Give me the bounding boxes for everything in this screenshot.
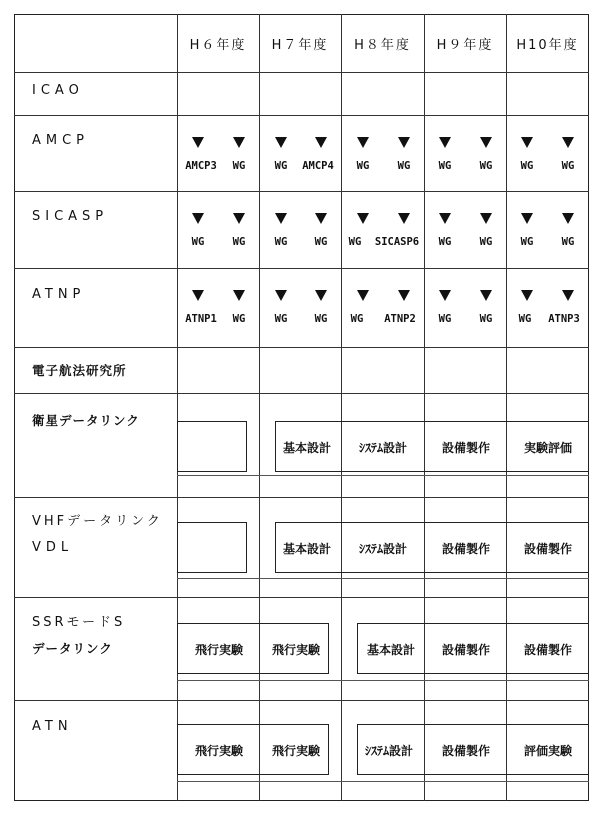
row-label-icao: ICAO bbox=[32, 83, 84, 98]
row-label-vhf-datalink: VHFデータリンク bbox=[32, 514, 163, 529]
milestone-triangle-icon bbox=[480, 290, 492, 301]
col-divider bbox=[177, 14, 178, 801]
year-header: H６年度 bbox=[189, 37, 247, 53]
header-divider bbox=[14, 72, 589, 73]
milestone-triangle-icon bbox=[562, 290, 574, 301]
row-label-enri: 電子航法研究所 bbox=[32, 363, 127, 378]
milestone-label: WG bbox=[232, 160, 246, 172]
task-label: 設備製作 bbox=[523, 542, 573, 556]
milestone-triangle-icon bbox=[521, 290, 533, 301]
milestone-label: WG bbox=[520, 160, 534, 172]
milestone-label: AMCP4 bbox=[302, 160, 334, 172]
row-divider bbox=[14, 268, 589, 269]
year-header: H７年度 bbox=[271, 37, 329, 53]
row-label-amcp: AMCP bbox=[32, 133, 90, 148]
sub-line bbox=[177, 578, 589, 579]
milestone-label: WG bbox=[561, 236, 575, 248]
milestone-label: WG bbox=[232, 313, 246, 325]
milestone-label: SICASP6 bbox=[374, 236, 420, 248]
task-label: 基本設計 bbox=[282, 441, 332, 455]
task-label: ｼｽﾃﾑ設計 bbox=[364, 744, 414, 758]
milestone-triangle-icon bbox=[398, 213, 410, 224]
milestone-label: WG bbox=[274, 236, 288, 248]
milestone-label: WG bbox=[479, 236, 493, 248]
row-divider bbox=[14, 597, 589, 598]
year-header: H８年度 bbox=[354, 37, 411, 53]
col-divider bbox=[341, 14, 342, 801]
task-label: 飛行実験 bbox=[271, 744, 321, 758]
task-label: 評価実験 bbox=[523, 744, 573, 758]
milestone-triangle-icon bbox=[357, 137, 369, 148]
year-header: H９年度 bbox=[436, 37, 494, 53]
milestone-label: WG bbox=[479, 313, 493, 325]
milestone-triangle-icon bbox=[275, 137, 287, 148]
task-label: 設備製作 bbox=[441, 441, 491, 455]
task-label: 設備製作 bbox=[441, 542, 491, 556]
sub-line bbox=[177, 680, 589, 681]
schedule-bar bbox=[177, 421, 247, 472]
milestone-triangle-icon bbox=[233, 290, 245, 301]
milestone-label: WG bbox=[518, 313, 532, 325]
milestone-label: WG bbox=[438, 313, 452, 325]
task-label: 設備製作 bbox=[523, 643, 573, 657]
milestone-triangle-icon bbox=[275, 290, 287, 301]
task-label: 基本設計 bbox=[366, 643, 416, 657]
milestone-label: WG bbox=[232, 236, 246, 248]
row-label-atnp: ATNP bbox=[32, 287, 86, 302]
row-divider bbox=[14, 700, 589, 701]
task-label: ｼｽﾃﾑ設計 bbox=[358, 441, 408, 455]
row-divider bbox=[14, 347, 589, 348]
milestone-label: WG bbox=[274, 160, 288, 172]
row-divider bbox=[14, 115, 589, 116]
task-label: 基本設計 bbox=[282, 542, 332, 556]
milestone-label: WG bbox=[479, 160, 493, 172]
milestone-label: WG bbox=[274, 313, 288, 325]
milestone-triangle-icon bbox=[192, 137, 204, 148]
col-divider bbox=[424, 14, 425, 801]
milestone-triangle-icon bbox=[233, 137, 245, 148]
milestone-triangle-icon bbox=[480, 213, 492, 224]
schedule-bar bbox=[177, 522, 247, 573]
milestone-label: ATNP2 bbox=[384, 313, 416, 325]
milestone-label: ATNP1 bbox=[185, 313, 217, 325]
milestone-triangle-icon bbox=[439, 137, 451, 148]
milestone-triangle-icon bbox=[521, 137, 533, 148]
milestone-triangle-icon bbox=[562, 213, 574, 224]
row-divider bbox=[14, 497, 589, 498]
milestone-triangle-icon bbox=[192, 213, 204, 224]
row-label-ssr-mode-s: SSRモードS bbox=[32, 615, 126, 630]
milestone-label: WG bbox=[438, 160, 452, 172]
row-divider bbox=[14, 191, 589, 192]
milestone-label: WG bbox=[191, 236, 205, 248]
row-label-vdl: VDL bbox=[32, 540, 74, 555]
milestone-triangle-icon bbox=[562, 137, 574, 148]
task-label: 設備製作 bbox=[441, 744, 491, 758]
milestone-triangle-icon bbox=[315, 137, 327, 148]
milestone-triangle-icon bbox=[480, 137, 492, 148]
col-divider bbox=[506, 14, 507, 801]
milestone-label: WG bbox=[350, 313, 364, 325]
row-label-ssr-datalink: データリンク bbox=[32, 641, 113, 656]
task-label: 設備製作 bbox=[441, 643, 491, 657]
row-label-satellite-datalink: 衛星データリンク bbox=[32, 413, 140, 428]
milestone-triangle-icon bbox=[439, 213, 451, 224]
milestone-triangle-icon bbox=[398, 137, 410, 148]
milestone-triangle-icon bbox=[357, 290, 369, 301]
row-divider bbox=[14, 393, 589, 394]
milestone-label: AMCP3 bbox=[185, 160, 217, 172]
task-label: ｼｽﾃﾑ設計 bbox=[358, 542, 408, 556]
sub-line bbox=[177, 781, 589, 782]
milestone-triangle-icon bbox=[275, 213, 287, 224]
milestone-label: WG bbox=[356, 160, 370, 172]
milestone-label: WG bbox=[397, 160, 411, 172]
row-label-atn: ATN bbox=[32, 719, 73, 734]
milestone-triangle-icon bbox=[439, 290, 451, 301]
milestone-triangle-icon bbox=[315, 290, 327, 301]
milestone-triangle-icon bbox=[315, 213, 327, 224]
milestone-label: WG bbox=[561, 160, 575, 172]
col-divider bbox=[259, 14, 260, 801]
milestone-label: WG bbox=[348, 236, 362, 248]
milestone-triangle-icon bbox=[357, 213, 369, 224]
year-header: H10年度 bbox=[516, 37, 579, 53]
sub-line bbox=[177, 475, 589, 476]
milestone-triangle-icon bbox=[521, 213, 533, 224]
milestone-label: WG bbox=[438, 236, 452, 248]
milestone-triangle-icon bbox=[398, 290, 410, 301]
milestone-label: WG bbox=[314, 236, 328, 248]
milestone-triangle-icon bbox=[192, 290, 204, 301]
row-label-sicasp: SICASP bbox=[32, 209, 109, 224]
milestone-label: WG bbox=[520, 236, 534, 248]
task-label: 飛行実験 bbox=[194, 744, 244, 758]
task-label: 飛行実験 bbox=[194, 643, 244, 657]
task-label: 実験評価 bbox=[523, 441, 573, 455]
milestone-triangle-icon bbox=[233, 213, 245, 224]
task-label: 飛行実験 bbox=[271, 643, 321, 657]
milestone-label: WG bbox=[314, 313, 328, 325]
milestone-label: ATNP3 bbox=[548, 313, 580, 325]
